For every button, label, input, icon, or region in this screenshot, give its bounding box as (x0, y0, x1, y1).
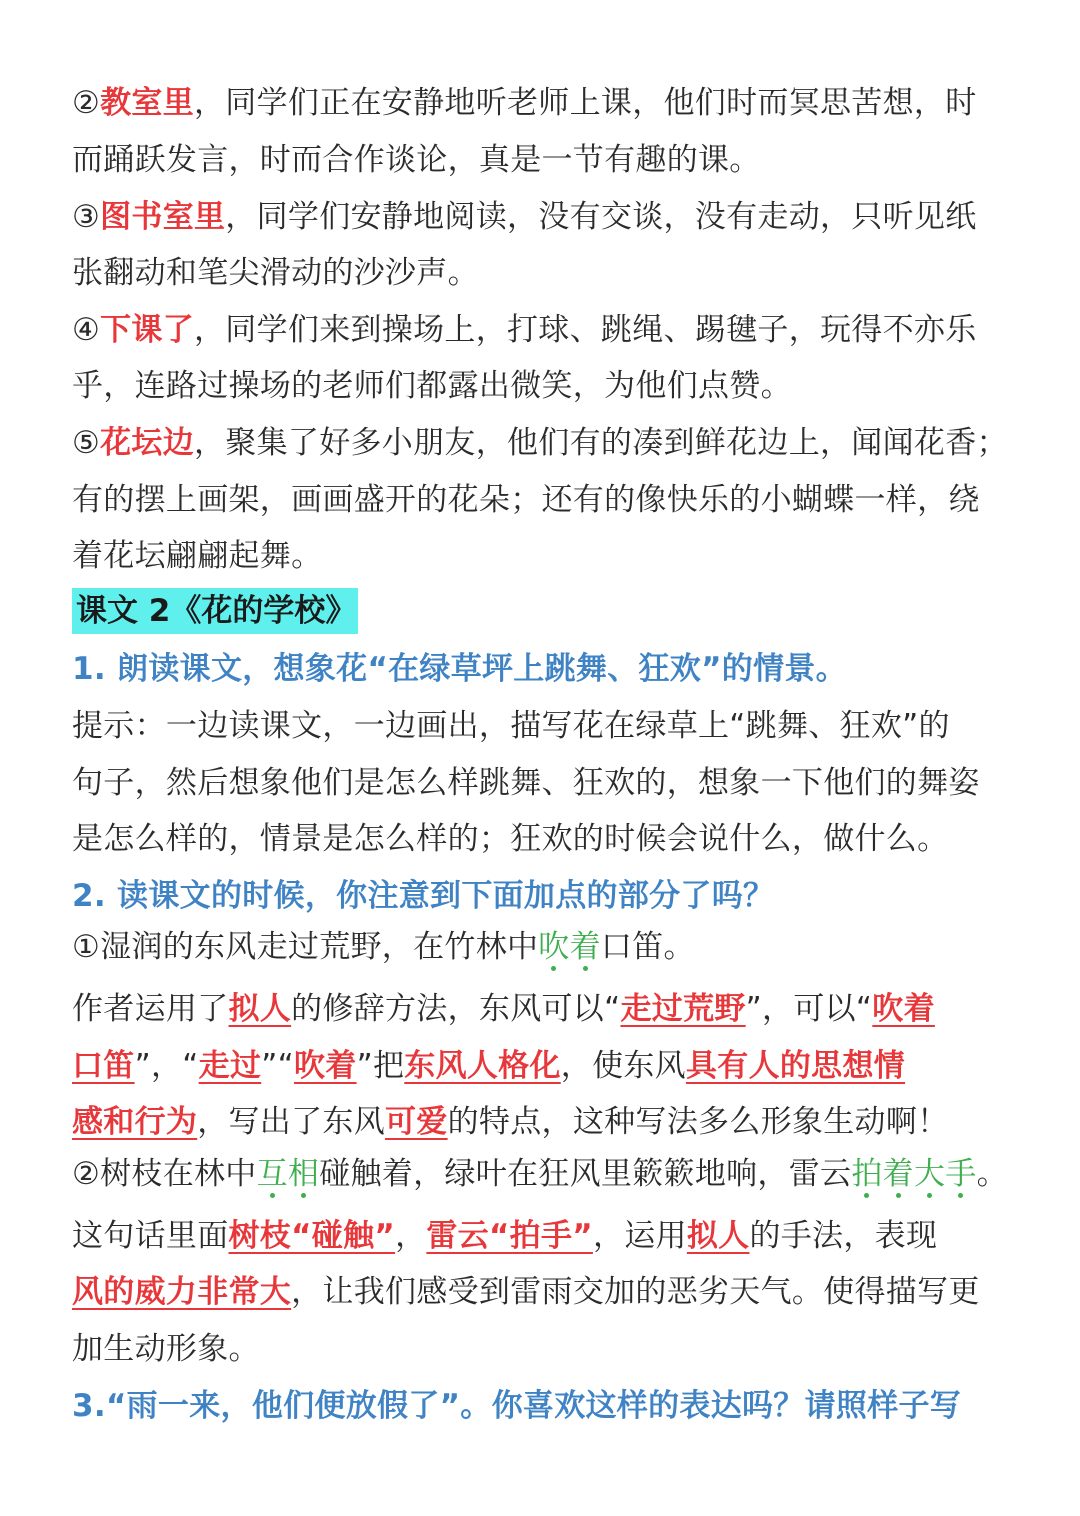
lesson-heading: 课文 2《花的学校》 (76, 593, 357, 629)
p3-line2: 张翻动和笔尖滑动的沙沙声。 (72, 255, 479, 291)
p5-line2: 有的摆上画架，画画盛开的花朵；还有的像快乐的小蝴蝶一样，绕 (72, 482, 980, 518)
p3-keyword: 图书室里 (100, 199, 226, 235)
p4-keyword: 下课了 (100, 312, 194, 348)
p4-line1: ④下课了，同学们来到操场上，打球、跳绳、踢毽子，玩得不亦乐 (72, 312, 977, 348)
q2-explain2-line1: 这句话里面树枝“碰触”，雷云“拍手”，运用拟人的手法，表现 (72, 1218, 938, 1254)
q2-sentence1: ①湿润的东风走过荒野，在竹林中吹着口笛。 (72, 929, 695, 965)
p2-line2: 而踊跃发言，时而合作谈论，真是一节有趣的课。 (72, 142, 761, 178)
q3-title: 3.“雨一来，他们便放假了”。你喜欢这样的表达吗？请照样子写 (72, 1388, 962, 1424)
q2-explain1-line3: 感和行为，写出了东风可爱的特点，这种写法多么形象生动啊！ (72, 1104, 949, 1140)
p5-line1: ⑤花坛边，聚集了好多小朋友，他们有的凑到鲜花边上，闻闻花香； (72, 425, 1008, 461)
q1-title: 1. 朗读课文，想象花“在绿草坪上跳舞、狂欢”的情景。 (72, 651, 847, 687)
q2-explain2-line3: 加生动形象。 (72, 1331, 260, 1367)
q1-hint-line1: 提示：一边读课文，一边画出，描写花在绿草上“跳舞、狂欢”的 (72, 708, 950, 744)
p5-line3: 着花坛翩翩起舞。 (72, 538, 323, 574)
q2-explain1-line2: 口笛”，“走过”“吹着”把东风人格化，使东风具有人的思想情 (72, 1048, 906, 1084)
p5-keyword: 花坛边 (100, 425, 194, 461)
p2-line1: ②教室里，同学们正在安静地听老师上课，他们时而冥思苦想，时 (72, 85, 977, 121)
q2-explain1-line1: 作者运用了拟人的修辞方法，东风可以“走过荒野”，可以“吹着 (72, 991, 935, 1027)
p2-keyword: 教室里 (100, 85, 194, 121)
q1-hint-line3: 是怎么样的，情景是怎么样的；狂欢的时候会说什么，做什么。 (72, 821, 949, 857)
q2-sentence2: ②树枝在林中互相碰触着，绿叶在狂风里簌簌地响，雷云拍着大手。 (72, 1156, 1008, 1192)
q2-title: 2. 读课文的时候，你注意到下面加点的部分了吗？ (72, 878, 775, 914)
q1-hint-line2: 句子，然后想象他们是怎么样跳舞、狂欢的，想象一下他们的舞姿 (72, 765, 980, 801)
q2-explain2-line2: 风的威力非常大，让我们感受到雷雨交加的恶劣天气。使得描写更 (72, 1274, 980, 1310)
p4-line2: 乎，连路过操场的老师们都露出微笑，为他们点赞。 (72, 368, 792, 404)
p3-line1: ③图书室里，同学们安静地阅读，没有交谈，没有走动，只听见纸 (72, 199, 977, 235)
